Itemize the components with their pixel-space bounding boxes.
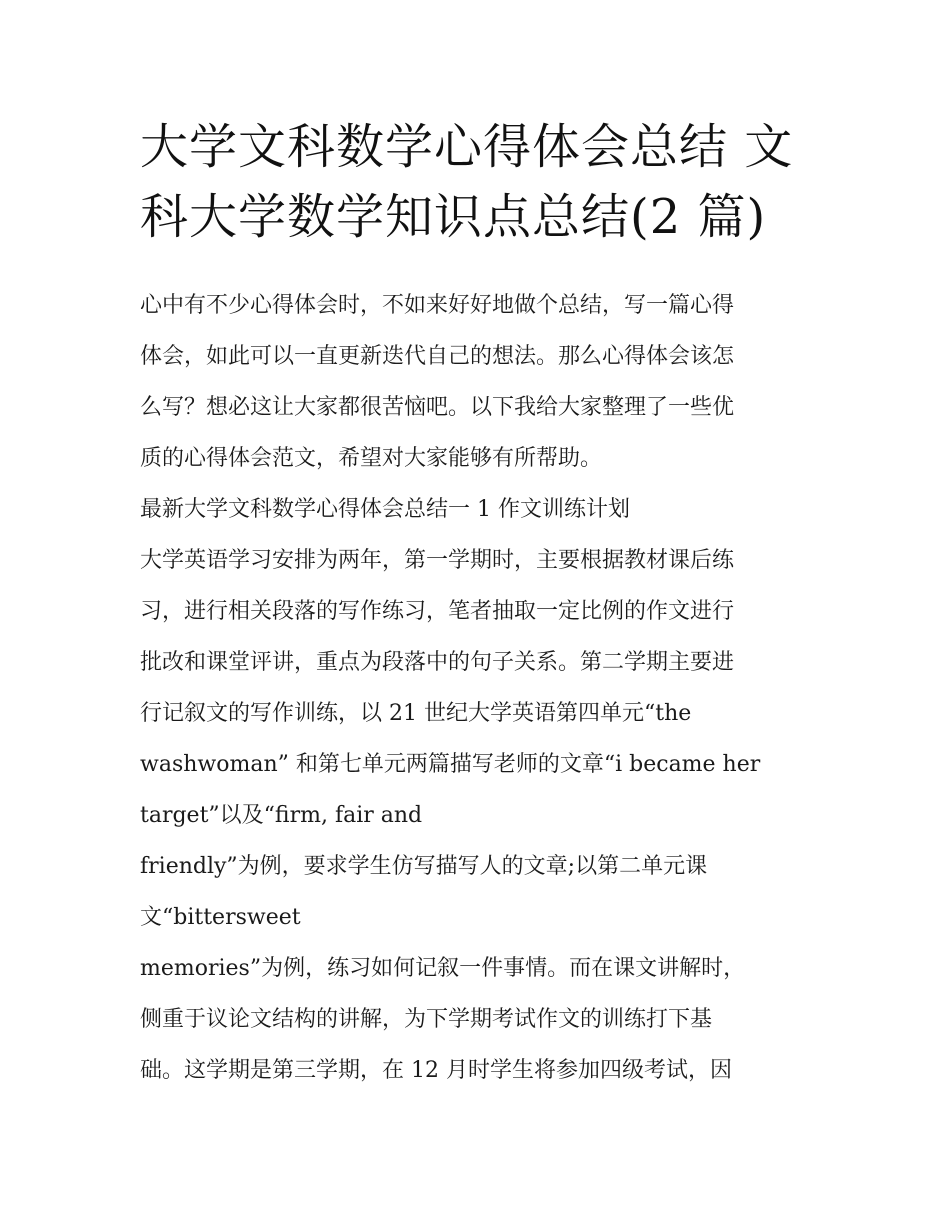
intro-paragraph <box>140 280 830 484</box>
text-line: memories”为例，练习如何记叙一件事情。而在课文讲解时， <box>140 956 746 981</box>
text-line: friendly”为例，要求学生仿写描写人的文章;以第二单元课 <box>140 854 708 879</box>
text-line: 习，进行相关段落的写作练习，笔者抽取一定比例的作文进行 <box>140 599 735 624</box>
text-line: 文“bittersweet <box>140 905 301 930</box>
text-line: 质的心得体会范文，希望对大家能够有所帮助。 <box>140 446 603 471</box>
text-line: 础。这学期是第三学期，在 12 月时学生将参加四级考试，因 <box>140 1058 732 1083</box>
text-line: 心中有不少心得体会时，不如来好好地做个总结，写一篇心得 <box>140 293 735 318</box>
title-line: 科大学数学知识点总结(2 篇) <box>140 189 767 245</box>
text-line: 体会，如此可以一直更新迭代自己的想法。那么心得体会该怎 <box>140 344 735 369</box>
text-line: 批改和课堂评讲，重点为段落中的句子关系。第二学期主要进 <box>140 650 735 675</box>
text-line: 侧重于议论文结构的讲解，为下学期考试作文的训练打下基 <box>140 1007 713 1032</box>
title-line: 大学文科数学心得体会总结 文 <box>140 119 794 175</box>
text-line: 大学英语学习安排为两年，第一学期时，主要根据教材课后练 <box>140 548 735 573</box>
section-heading <box>140 484 830 535</box>
text-line: 么写？想必这让大家都很苦恼吧。以下我给大家整理了一些优 <box>140 395 735 420</box>
section-heading-text: 最新大学文科数学心得体会总结一 1 作文训练计划 <box>140 497 630 522</box>
document-title <box>140 112 830 252</box>
text-line: washwoman” 和第七单元两篇描写老师的文章“i became her <box>140 752 761 777</box>
text-line: 行记叙文的写作训练，以 21 世纪大学英语第四单元“the <box>140 701 692 726</box>
text-line: target”以及“firm, fair and <box>140 803 423 828</box>
document-content <box>140 112 830 1096</box>
body-paragraph <box>140 535 830 1096</box>
